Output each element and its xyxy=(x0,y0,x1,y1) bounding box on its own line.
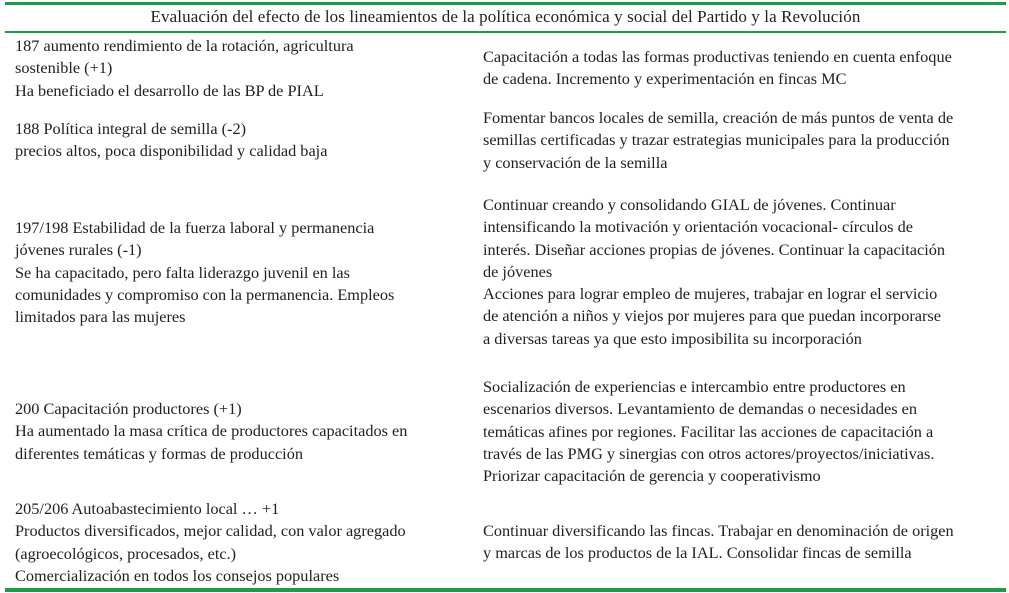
cell-line: escenarios diversos. Levantamiento de demandas o necesidades en xyxy=(483,399,918,419)
cell-line: (agroecológicos, procesados, etc.) xyxy=(15,543,237,563)
cell-line: temáticas afines por regiones. Facilitar las acciones de capacitación a xyxy=(483,421,934,441)
cell-line: Productos diversificados, mejor calidad, con valor agregado xyxy=(15,521,406,541)
cell-line: Priorizar capacitación de gerencia y cooperativismo xyxy=(483,466,821,486)
cell-line: a diversas tareas ya que esto imposibilita su incorporación xyxy=(483,328,862,348)
cell-line: Acciones para lograr empleo de mujeres, trabajar en lograr el servicio xyxy=(483,284,938,304)
row-3-action-cell xyxy=(483,194,999,350)
cell-line: Fomentar bancos locales de semilla, creación de más puntos de venta de xyxy=(483,108,954,127)
cell-line: 200 Capacitación productores (+1) xyxy=(15,399,242,418)
cell-line: precios altos, poca disponibilidad y calidad baja xyxy=(15,141,328,161)
cell-line: 188 Política integral de semilla (-2) xyxy=(15,119,247,138)
row-4-indicator-cell xyxy=(15,398,475,465)
cell-line: 205/206 Autoabastecimiento local … +1 xyxy=(15,499,280,518)
row-1-action-cell xyxy=(483,46,999,91)
cell-line: limitados para las mujeres xyxy=(15,307,186,327)
row-1-indicator-cell xyxy=(15,35,475,102)
cell-line: intensificando la motivación y orientación vocacional- círculos de xyxy=(483,217,913,237)
cell-line: Continuar diversificando las fincas. Trabajar en denominación de origen xyxy=(483,521,954,540)
cell-line: comunidades y compromiso con la permanencia. Empleos xyxy=(15,284,395,304)
cell-line: interés. Diseñar acciones propias de jóvenes. Continuar la capacitación xyxy=(483,239,946,259)
row-5-action-cell xyxy=(483,520,999,565)
cell-line: Socialización de experiencias e intercambio entre productores en xyxy=(483,377,906,396)
top-rule xyxy=(5,2,1006,5)
bottom-rule xyxy=(5,588,1006,592)
cell-line: través de las PMG y sinergias con otros actores/proyectos/iniciativas. xyxy=(483,443,935,463)
row-2-action-cell xyxy=(483,107,999,174)
cell-line: y marcas de los productos de la IAL. Consolidar fincas de semilla xyxy=(483,543,912,563)
cell-line: semillas certificadas y trazar estrategias municipales para la producción xyxy=(483,130,950,150)
row-2-indicator-cell xyxy=(15,118,475,163)
cell-line: de cadena. Incremento y experimentación en fincas MC xyxy=(483,69,847,89)
cell-line: 187 aumento rendimiento de la rotación, agricultura xyxy=(15,36,354,55)
cell-line: jóvenes rurales (-1) xyxy=(15,240,142,260)
policy-evaluation-table xyxy=(5,0,1006,593)
cell-line: sostenible (+1) xyxy=(15,58,113,78)
cell-line: Ha beneficiado el desarrollo de las BP de PIAL xyxy=(15,80,324,100)
cell-line: 197/198 Estabilidad de la fuerza laboral y permanencia xyxy=(15,218,375,237)
cell-line: de atención a niños y viejos por mujeres para que puedan incorporarse xyxy=(483,306,941,326)
cell-line: Continuar creando y consolidando GIAL de jóvenes. Continuar xyxy=(483,195,896,214)
cell-line: y conservación de la semilla xyxy=(483,152,668,172)
row-3-indicator-cell xyxy=(15,217,475,328)
cell-line: Comercialización en todos los consejos populares xyxy=(15,565,340,585)
cell-line: Se ha capacitado, pero falta liderazgo juvenil en las xyxy=(15,262,350,282)
cell-line: diferentes temáticas y formas de producción xyxy=(15,443,303,463)
table-title: Evaluación del efecto de los lineamientos de la política económica y social del Partido y la Revolución xyxy=(150,7,861,26)
header-rule xyxy=(5,31,1006,33)
cell-line: Capacitación a todas las formas productivas teniendo en cuenta enfoque xyxy=(483,47,952,66)
cell-line: de jóvenes xyxy=(483,261,553,281)
cell-line: Ha aumentado la masa crítica de productores capacitados en xyxy=(15,421,408,441)
row-5-indicator-cell xyxy=(15,498,475,587)
row-4-action-cell xyxy=(483,376,999,487)
